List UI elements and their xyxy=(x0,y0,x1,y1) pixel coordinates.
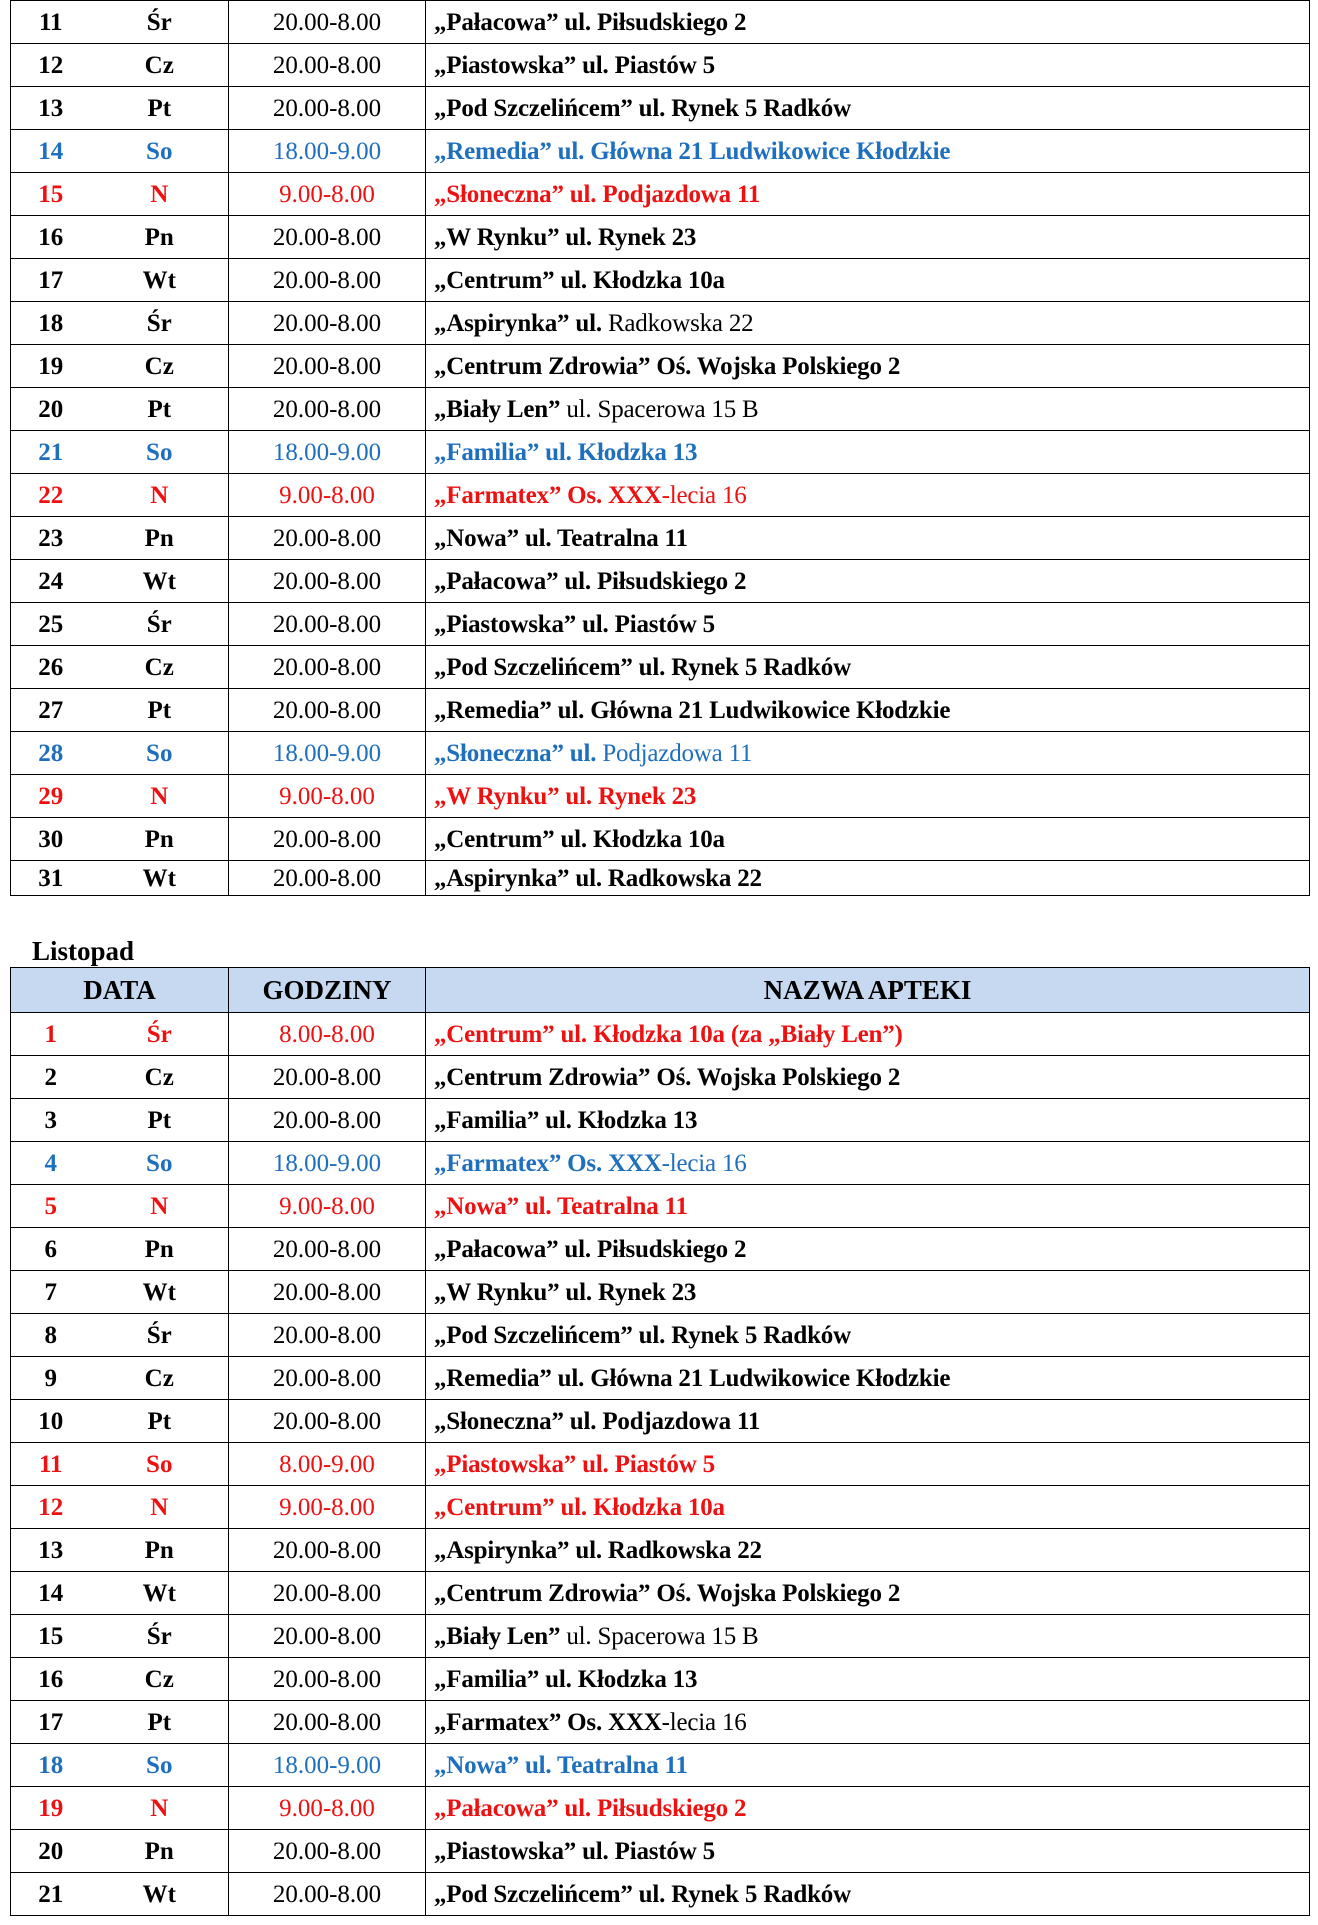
day-cell: 5 xyxy=(11,1185,91,1228)
weekday-cell: Wt xyxy=(91,861,229,896)
table-row xyxy=(11,173,1310,216)
day-cell: 12 xyxy=(11,44,91,87)
hours-cell: 20.00-8.00 xyxy=(229,1056,426,1099)
day-cell: 16 xyxy=(11,216,91,259)
pharmacy-name: „Pod Szczelińcem” ul. Rynek 5 Radków xyxy=(434,1880,851,1908)
hours-cell: 9.00-8.00 xyxy=(229,775,426,818)
pharmacy-name-cell xyxy=(426,775,1310,818)
table-row xyxy=(11,1486,1310,1529)
table-row xyxy=(11,1830,1310,1873)
weekday-cell: Pn xyxy=(91,517,229,560)
table-row xyxy=(11,560,1310,603)
pharmacy-name: „Piastowska” ul. Piastów 5 xyxy=(434,1837,715,1865)
pharmacy-name-cell xyxy=(426,732,1310,775)
pharmacy-name-cell xyxy=(426,1830,1310,1873)
pharmacy-name-cell xyxy=(426,130,1310,173)
pharmacy-name: „Pałacowa” ul. Piłsudskiego 2 xyxy=(434,1235,747,1263)
november-schedule-body xyxy=(11,1013,1310,1916)
table-row xyxy=(11,431,1310,474)
day-cell: 27 xyxy=(11,689,91,732)
day-cell: 7 xyxy=(11,1271,91,1314)
pharmacy-name: „Remedia” ul. Główna 21 Ludwikowice Kłodzkie xyxy=(434,1364,951,1392)
weekday-cell: Pn xyxy=(91,818,229,861)
hours-cell: 20.00-8.00 xyxy=(229,861,426,896)
pharmacy-name-cell xyxy=(426,1486,1310,1529)
weekday-cell: So xyxy=(91,1142,229,1185)
hours-cell: 20.00-8.00 xyxy=(229,1529,426,1572)
table-row xyxy=(11,1357,1310,1400)
table-row xyxy=(11,130,1310,173)
weekday-cell: Wt xyxy=(91,1572,229,1615)
hours-cell: 20.00-8.00 xyxy=(229,44,426,87)
pharmacy-name: „Pod Szczelińcem” ul. Rynek 5 Radków xyxy=(434,1321,851,1349)
table-row xyxy=(11,1400,1310,1443)
table-row xyxy=(11,603,1310,646)
pharmacy-name-cell xyxy=(426,1615,1310,1658)
hours-cell: 20.00-8.00 xyxy=(229,818,426,861)
hours-cell: 20.00-8.00 xyxy=(229,1701,426,1744)
weekday-cell: N xyxy=(91,1185,229,1228)
day-cell: 11 xyxy=(11,1,91,44)
pharmacy-name: „Centrum” ul. Kłodzka 10a xyxy=(434,266,725,294)
pharmacy-name-cell xyxy=(426,87,1310,130)
pharmacy-name: „Pod Szczelińcem” ul. Rynek 5 Radków xyxy=(434,94,851,122)
table-row xyxy=(11,345,1310,388)
table-row xyxy=(11,44,1310,87)
pharmacy-name-cell xyxy=(426,1314,1310,1357)
table-row xyxy=(11,302,1310,345)
hours-cell: 20.00-8.00 xyxy=(229,345,426,388)
pharmacy-name-cell xyxy=(426,44,1310,87)
pharmacy-name-cell xyxy=(426,1271,1310,1314)
pharmacy-address-plain: Podjazdowa 11 xyxy=(596,739,753,767)
weekday-cell: Cz xyxy=(91,1357,229,1400)
table-row xyxy=(11,1185,1310,1228)
hours-cell: 18.00-9.00 xyxy=(229,431,426,474)
pharmacy-name-cell xyxy=(426,431,1310,474)
pharmacy-name: „Pałacowa” ul. Piłsudskiego 2 xyxy=(434,567,747,595)
day-cell: 9 xyxy=(11,1357,91,1400)
pharmacy-name: „Familia” ul. Kłodzka 13 xyxy=(434,1665,698,1693)
day-cell: 24 xyxy=(11,560,91,603)
pharmacy-name-cell xyxy=(426,259,1310,302)
table-row xyxy=(11,1142,1310,1185)
pharmacy-name: „Centrum Zdrowia” Oś. Wojska Polskiego 2 xyxy=(434,1579,901,1607)
table-row xyxy=(11,689,1310,732)
table-row xyxy=(11,388,1310,431)
day-cell: 13 xyxy=(11,1529,91,1572)
day-cell: 14 xyxy=(11,130,91,173)
pharmacy-name: „Centrum Zdrowia” Oś. Wojska Polskiego 2 xyxy=(434,352,901,380)
day-cell: 16 xyxy=(11,1658,91,1701)
table-row xyxy=(11,732,1310,775)
hours-cell: 18.00-9.00 xyxy=(229,732,426,775)
table-row xyxy=(11,517,1310,560)
pharmacy-address-plain: Radkowska 22 xyxy=(601,309,754,337)
day-cell: 14 xyxy=(11,1572,91,1615)
pharmacy-name: „Remedia” ul. Główna 21 Ludwikowice Kłodzkie xyxy=(434,137,951,165)
table-row xyxy=(11,259,1310,302)
hours-cell: 20.00-8.00 xyxy=(229,1357,426,1400)
pharmacy-name: „W Rynku” ul. Rynek 23 xyxy=(434,782,697,810)
table-row xyxy=(11,1873,1310,1916)
weekday-cell: Śr xyxy=(91,1,229,44)
pharmacy-name-cell xyxy=(426,1357,1310,1400)
pharmacy-name-cell xyxy=(426,345,1310,388)
pharmacy-name: „Farmatex” Os. XXX xyxy=(434,481,662,509)
pharmacy-name: „Centrum” ul. Kłodzka 10a xyxy=(434,1493,725,1521)
table-row xyxy=(11,1658,1310,1701)
weekday-cell: Pt xyxy=(91,87,229,130)
pharmacy-name: „Centrum” ul. Kłodzka 10a xyxy=(434,825,725,853)
table-row xyxy=(11,775,1310,818)
pharmacy-address-plain: -lecia 16 xyxy=(661,481,747,509)
weekday-cell: Cz xyxy=(91,345,229,388)
table-row xyxy=(11,1615,1310,1658)
day-cell: 4 xyxy=(11,1142,91,1185)
pharmacy-name-cell xyxy=(426,1099,1310,1142)
pharmacy-name-cell xyxy=(426,861,1310,896)
pharmacy-address-plain: ul. Spacerowa 15 B xyxy=(560,395,759,423)
table-row xyxy=(11,474,1310,517)
weekday-cell: Śr xyxy=(91,603,229,646)
pharmacy-name-cell xyxy=(426,388,1310,431)
day-cell: 28 xyxy=(11,732,91,775)
day-cell: 17 xyxy=(11,1701,91,1744)
hours-cell: 18.00-9.00 xyxy=(229,1142,426,1185)
day-cell: 20 xyxy=(11,388,91,431)
pharmacy-name-cell xyxy=(426,560,1310,603)
pharmacy-address-plain: ul. Spacerowa 15 B xyxy=(560,1622,759,1650)
header-pharmacy-name: NAZWA APTEKI xyxy=(426,968,1310,1013)
weekday-cell: Wt xyxy=(91,560,229,603)
hours-cell: 20.00-8.00 xyxy=(229,1314,426,1357)
hours-cell: 8.00-9.00 xyxy=(229,1443,426,1486)
table-row xyxy=(11,1013,1310,1056)
pharmacy-name: „Nowa” ul. Teatralna 11 xyxy=(434,1192,688,1220)
pharmacy-name: „Aspirynka” ul. Radkowska 22 xyxy=(434,864,762,892)
pharmacy-name-cell xyxy=(426,1,1310,44)
weekday-cell: Cz xyxy=(91,646,229,689)
table-row xyxy=(11,861,1310,896)
hours-cell: 20.00-8.00 xyxy=(229,302,426,345)
weekday-cell: N xyxy=(91,775,229,818)
pharmacy-name-cell xyxy=(426,1400,1310,1443)
day-cell: 13 xyxy=(11,87,91,130)
hours-cell: 20.00-8.00 xyxy=(229,388,426,431)
pharmacy-name-cell xyxy=(426,1572,1310,1615)
pharmacy-name: „Farmatex” Os. XXX xyxy=(434,1149,662,1177)
hours-cell: 9.00-8.00 xyxy=(229,1787,426,1830)
hours-cell: 20.00-8.00 xyxy=(229,1873,426,1916)
pharmacy-name-cell xyxy=(426,1529,1310,1572)
hours-cell: 20.00-8.00 xyxy=(229,1271,426,1314)
pharmacy-name-cell xyxy=(426,302,1310,345)
day-cell: 31 xyxy=(11,861,91,896)
day-cell: 21 xyxy=(11,1873,91,1916)
hours-cell: 20.00-8.00 xyxy=(229,87,426,130)
pharmacy-name: „Piastowska” ul. Piastów 5 xyxy=(434,51,715,79)
pharmacy-name-cell xyxy=(426,1443,1310,1486)
hours-cell: 18.00-9.00 xyxy=(229,130,426,173)
hours-cell: 20.00-8.00 xyxy=(229,1830,426,1873)
day-cell: 19 xyxy=(11,1787,91,1830)
day-cell: 15 xyxy=(11,1615,91,1658)
hours-cell: 20.00-8.00 xyxy=(229,1400,426,1443)
day-cell: 2 xyxy=(11,1056,91,1099)
october-schedule-body xyxy=(11,1,1310,896)
pharmacy-name: „Pałacowa” ul. Piłsudskiego 2 xyxy=(434,1794,747,1822)
day-cell: 30 xyxy=(11,818,91,861)
pharmacy-name-cell xyxy=(426,474,1310,517)
hours-cell: 20.00-8.00 xyxy=(229,1,426,44)
pharmacy-name: „Nowa” ul. Teatralna 11 xyxy=(434,1751,688,1779)
weekday-cell: So xyxy=(91,130,229,173)
hours-cell: 20.00-8.00 xyxy=(229,517,426,560)
pharmacy-name-cell xyxy=(426,517,1310,560)
pharmacy-name-cell xyxy=(426,1185,1310,1228)
hours-cell: 20.00-8.00 xyxy=(229,646,426,689)
pharmacy-name: „Piastowska” ul. Piastów 5 xyxy=(434,610,715,638)
hours-cell: 20.00-8.00 xyxy=(229,1572,426,1615)
pharmacy-name: „Centrum” ul. Kłodzka 10a (za „Biały Len”) xyxy=(434,1020,903,1048)
hours-cell: 20.00-8.00 xyxy=(229,1615,426,1658)
pharmacy-name: „Centrum Zdrowia” Oś. Wojska Polskiego 2 xyxy=(434,1063,901,1091)
table-row xyxy=(11,1529,1310,1572)
pharmacy-name-cell xyxy=(426,1701,1310,1744)
table-row xyxy=(11,1744,1310,1787)
table-row xyxy=(11,1056,1310,1099)
weekday-cell: Pn xyxy=(91,1529,229,1572)
hours-cell: 9.00-8.00 xyxy=(229,1185,426,1228)
weekday-cell: Pn xyxy=(91,1830,229,1873)
pharmacy-name-cell xyxy=(426,216,1310,259)
weekday-cell: Pn xyxy=(91,216,229,259)
day-cell: 25 xyxy=(11,603,91,646)
pharmacy-name-cell xyxy=(426,603,1310,646)
october-schedule-table xyxy=(10,0,1310,896)
pharmacy-address-plain: -lecia 16 xyxy=(661,1708,747,1736)
pharmacy-name-cell xyxy=(426,1787,1310,1830)
weekday-cell: N xyxy=(91,1787,229,1830)
weekday-cell: So xyxy=(91,732,229,775)
pharmacy-name: „Pod Szczelińcem” ul. Rynek 5 Radków xyxy=(434,653,851,681)
weekday-cell: Śr xyxy=(91,1314,229,1357)
weekday-cell: N xyxy=(91,474,229,517)
pharmacy-name: „Familia” ul. Kłodzka 13 xyxy=(434,438,698,466)
day-cell: 1 xyxy=(11,1013,91,1056)
weekday-cell: So xyxy=(91,1744,229,1787)
table-row xyxy=(11,1314,1310,1357)
day-cell: 11 xyxy=(11,1443,91,1486)
table-row xyxy=(11,818,1310,861)
weekday-cell: Śr xyxy=(91,1013,229,1056)
hours-cell: 9.00-8.00 xyxy=(229,173,426,216)
day-cell: 17 xyxy=(11,259,91,302)
weekday-cell: Cz xyxy=(91,1056,229,1099)
weekday-cell: Wt xyxy=(91,1271,229,1314)
table-row xyxy=(11,1572,1310,1615)
day-cell: 8 xyxy=(11,1314,91,1357)
pharmacy-name-cell xyxy=(426,1228,1310,1271)
weekday-cell: Pt xyxy=(91,689,229,732)
pharmacy-name: „Aspirynka” ul. Radkowska 22 xyxy=(434,1536,762,1564)
pharmacy-name: „Słoneczna” ul. Podjazdowa 11 xyxy=(434,180,761,208)
table-row xyxy=(11,1099,1310,1142)
pharmacy-name-cell xyxy=(426,1056,1310,1099)
weekday-cell: Pt xyxy=(91,1400,229,1443)
hours-cell: 20.00-8.00 xyxy=(229,259,426,302)
hours-cell: 20.00-8.00 xyxy=(229,216,426,259)
day-cell: 22 xyxy=(11,474,91,517)
weekday-cell: So xyxy=(91,1443,229,1486)
day-cell: 19 xyxy=(11,345,91,388)
table-row xyxy=(11,87,1310,130)
header-hours: GODZINY xyxy=(229,968,426,1013)
pharmacy-name: „W Rynku” ul. Rynek 23 xyxy=(434,223,697,251)
pharmacy-name: „Aspirynka” ul. xyxy=(434,309,602,337)
day-cell: 6 xyxy=(11,1228,91,1271)
pharmacy-name: „Biały Len” xyxy=(434,395,561,423)
header-date: DATA xyxy=(11,968,229,1013)
pharmacy-name: „W Rynku” ul. Rynek 23 xyxy=(434,1278,697,1306)
hours-cell: 20.00-8.00 xyxy=(229,603,426,646)
hours-cell: 8.00-8.00 xyxy=(229,1013,426,1056)
day-cell: 23 xyxy=(11,517,91,560)
pharmacy-name-cell xyxy=(426,1744,1310,1787)
table-header-row xyxy=(11,968,1310,1013)
pharmacy-name: „Remedia” ul. Główna 21 Ludwikowice Kłodzkie xyxy=(434,696,951,724)
day-cell: 21 xyxy=(11,431,91,474)
table-row xyxy=(11,1228,1310,1271)
weekday-cell: Śr xyxy=(91,1615,229,1658)
weekday-cell: Pt xyxy=(91,1099,229,1142)
day-cell: 18 xyxy=(11,1744,91,1787)
hours-cell: 20.00-8.00 xyxy=(229,1228,426,1271)
day-cell: 3 xyxy=(11,1099,91,1142)
weekday-cell: N xyxy=(91,173,229,216)
pharmacy-name: „Słoneczna” ul. xyxy=(434,739,597,767)
pharmacy-name-cell xyxy=(426,1658,1310,1701)
hours-cell: 18.00-9.00 xyxy=(229,1744,426,1787)
hours-cell: 20.00-8.00 xyxy=(229,1658,426,1701)
pharmacy-name: „Nowa” ul. Teatralna 11 xyxy=(434,524,688,552)
day-cell: 12 xyxy=(11,1486,91,1529)
pharmacy-name: „Piastowska” ul. Piastów 5 xyxy=(434,1450,715,1478)
pharmacy-name: „Pałacowa” ul. Piłsudskiego 2 xyxy=(434,8,747,36)
table-row xyxy=(11,1271,1310,1314)
hours-cell: 20.00-8.00 xyxy=(229,560,426,603)
table-row xyxy=(11,216,1310,259)
weekday-cell: N xyxy=(91,1486,229,1529)
pharmacy-address-plain: -lecia 16 xyxy=(661,1149,747,1177)
hours-cell: 9.00-8.00 xyxy=(229,474,426,517)
weekday-cell: Cz xyxy=(91,44,229,87)
pharmacy-name-cell xyxy=(426,1873,1310,1916)
table-row xyxy=(11,1701,1310,1744)
pharmacy-name-cell xyxy=(426,1142,1310,1185)
pharmacy-name-cell xyxy=(426,689,1310,732)
november-schedule-table xyxy=(10,967,1310,1916)
weekday-cell: Śr xyxy=(91,302,229,345)
table-row xyxy=(11,1,1310,44)
weekday-cell: Pt xyxy=(91,1701,229,1744)
pharmacy-name-cell xyxy=(426,818,1310,861)
weekday-cell: So xyxy=(91,431,229,474)
day-cell: 15 xyxy=(11,173,91,216)
hours-cell: 9.00-8.00 xyxy=(229,1486,426,1529)
day-cell: 20 xyxy=(11,1830,91,1873)
weekday-cell: Pn xyxy=(91,1228,229,1271)
pharmacy-name: „Słoneczna” ul. Podjazdowa 11 xyxy=(434,1407,761,1435)
hours-cell: 20.00-8.00 xyxy=(229,689,426,732)
pharmacy-name-cell xyxy=(426,646,1310,689)
pharmacy-name: „Biały Len” xyxy=(434,1622,561,1650)
pharmacy-name-cell xyxy=(426,173,1310,216)
day-cell: 10 xyxy=(11,1400,91,1443)
pharmacy-name: „Farmatex” Os. XXX xyxy=(434,1708,662,1736)
month-title: Listopad xyxy=(32,936,135,966)
day-cell: 26 xyxy=(11,646,91,689)
table-row xyxy=(11,1787,1310,1830)
day-cell: 18 xyxy=(11,302,91,345)
weekday-cell: Cz xyxy=(91,1658,229,1701)
table-row xyxy=(11,646,1310,689)
pharmacy-name: „Familia” ul. Kłodzka 13 xyxy=(434,1106,698,1134)
hours-cell: 20.00-8.00 xyxy=(229,1099,426,1142)
table-row xyxy=(11,1443,1310,1486)
weekday-cell: Wt xyxy=(91,1873,229,1916)
day-cell: 29 xyxy=(11,775,91,818)
weekday-cell: Pt xyxy=(91,388,229,431)
weekday-cell: Wt xyxy=(91,259,229,302)
pharmacy-name-cell xyxy=(426,1013,1310,1056)
